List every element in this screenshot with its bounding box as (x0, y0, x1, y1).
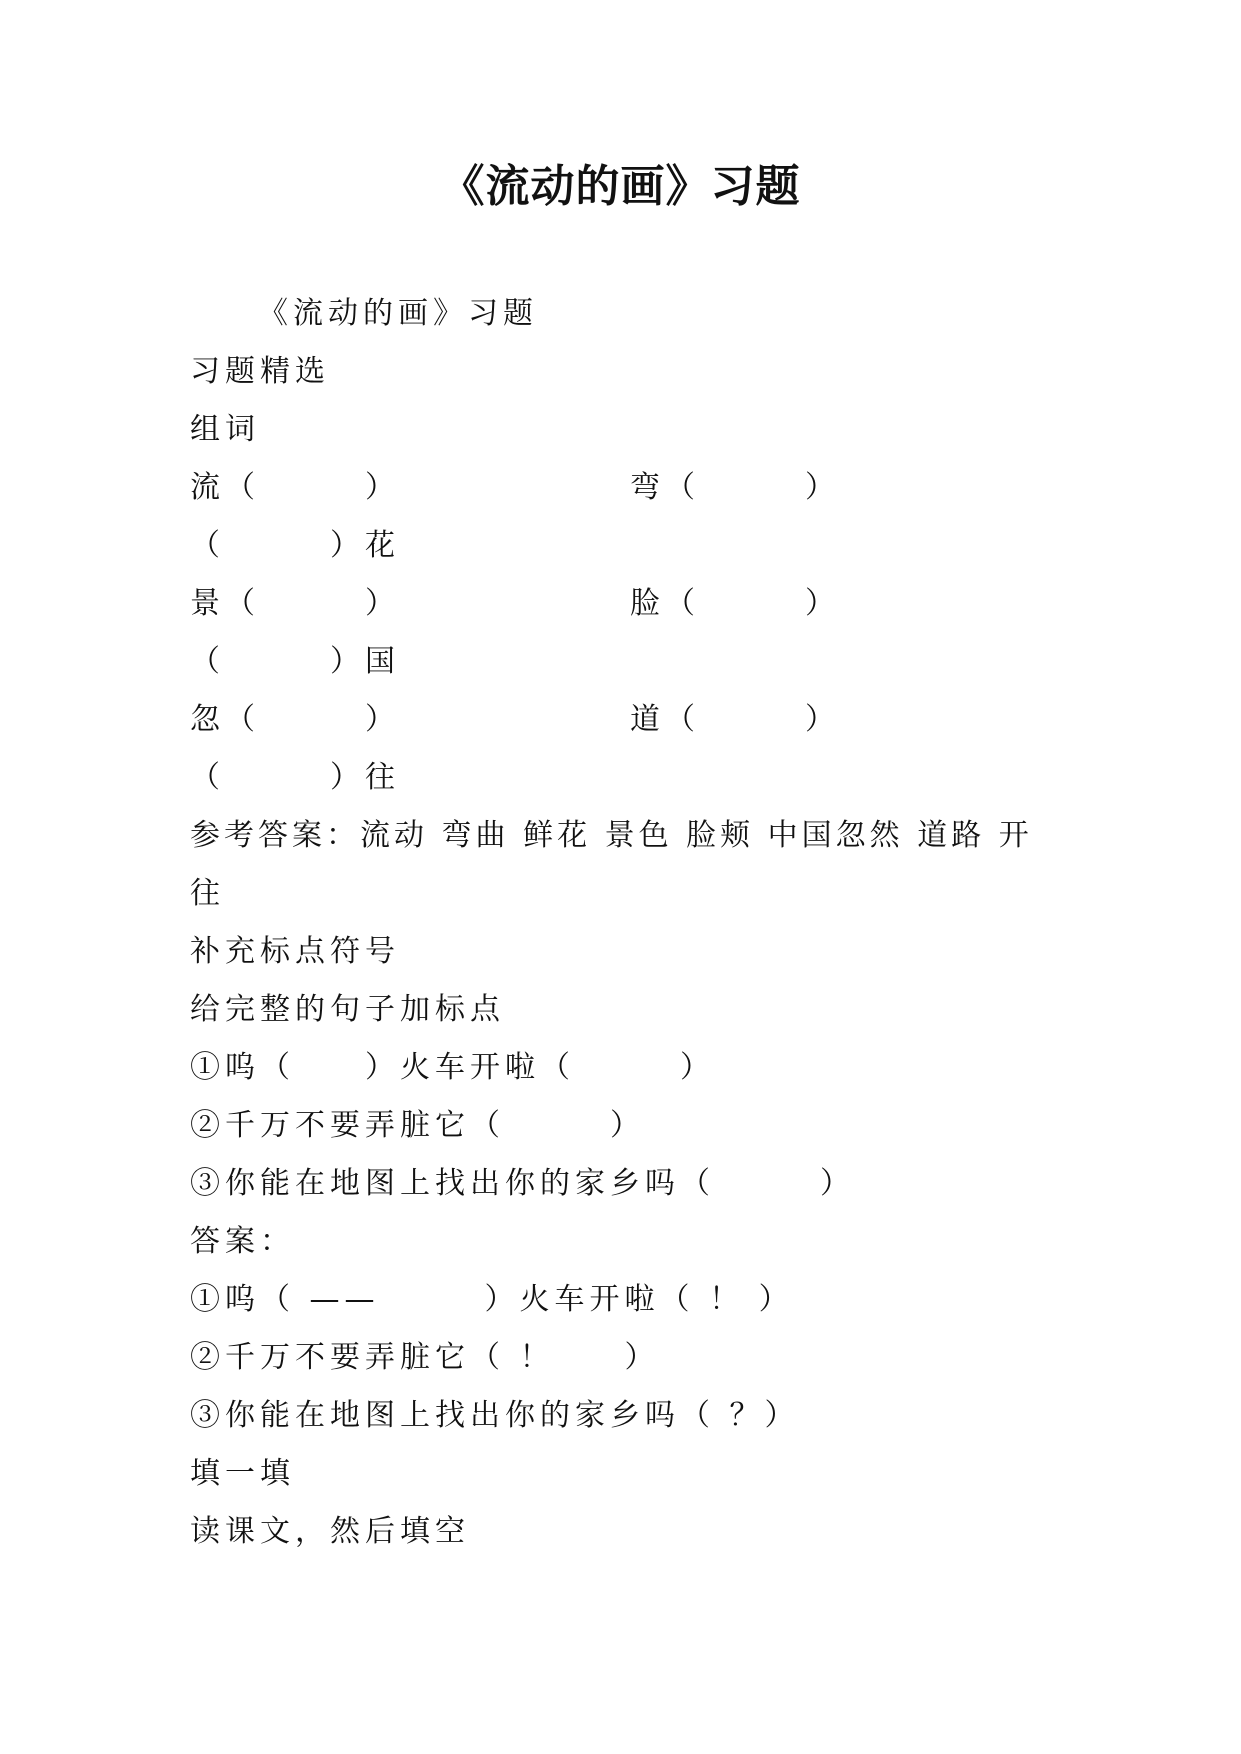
word-item: 景（ ） (190, 586, 400, 621)
fill-instruction: 读课文，然后填空 (190, 1514, 470, 1549)
word-answer-line: 往 (190, 876, 225, 911)
section-heading-practice: 习题精选 (190, 354, 330, 389)
punctuation-instruction: 给完整的句子加标点 (190, 992, 505, 1027)
word-item: 流（ ） (190, 470, 400, 505)
word-item: 道（ ） (630, 702, 840, 737)
word-item: 弯（ ） (630, 470, 840, 505)
section-heading-punctuation: 补充标点符号 (190, 934, 400, 969)
word-item: （ ）往 (190, 760, 400, 795)
word-item: 忽（ ） (190, 702, 400, 737)
word-answer-line: 参考答案：流动 弯曲 鲜花 景色 脸颊 中国忽然 道路 开 (190, 818, 1033, 853)
punctuation-question: ③你能在地图上找出你的家乡吗（ ） (190, 1166, 855, 1201)
answer-label: 答案： (190, 1224, 295, 1259)
punctuation-question: ①呜（ ）火车开啦（ ） (190, 1050, 715, 1085)
punctuation-answer: ②千万不要弄脏它（ ！ ） (190, 1340, 660, 1375)
page-title: 《流动的画》习题 (440, 161, 801, 212)
subtitle: 《流动的画》习题 (258, 296, 538, 331)
word-item: （ ）花 (190, 528, 400, 563)
word-item: （ ）国 (190, 644, 400, 679)
punctuation-answer: ③你能在地图上找出你的家乡吗（ ？） (190, 1398, 800, 1433)
section-heading-fill: 填一填 (190, 1456, 295, 1491)
section-heading-word-building: 组词 (190, 412, 260, 447)
punctuation-answer: ①呜（ —— ）火车开啦（ ！ ） (190, 1282, 794, 1317)
word-item: 脸（ ） (630, 586, 840, 621)
punctuation-question: ②千万不要弄脏它（ ） (190, 1108, 645, 1143)
